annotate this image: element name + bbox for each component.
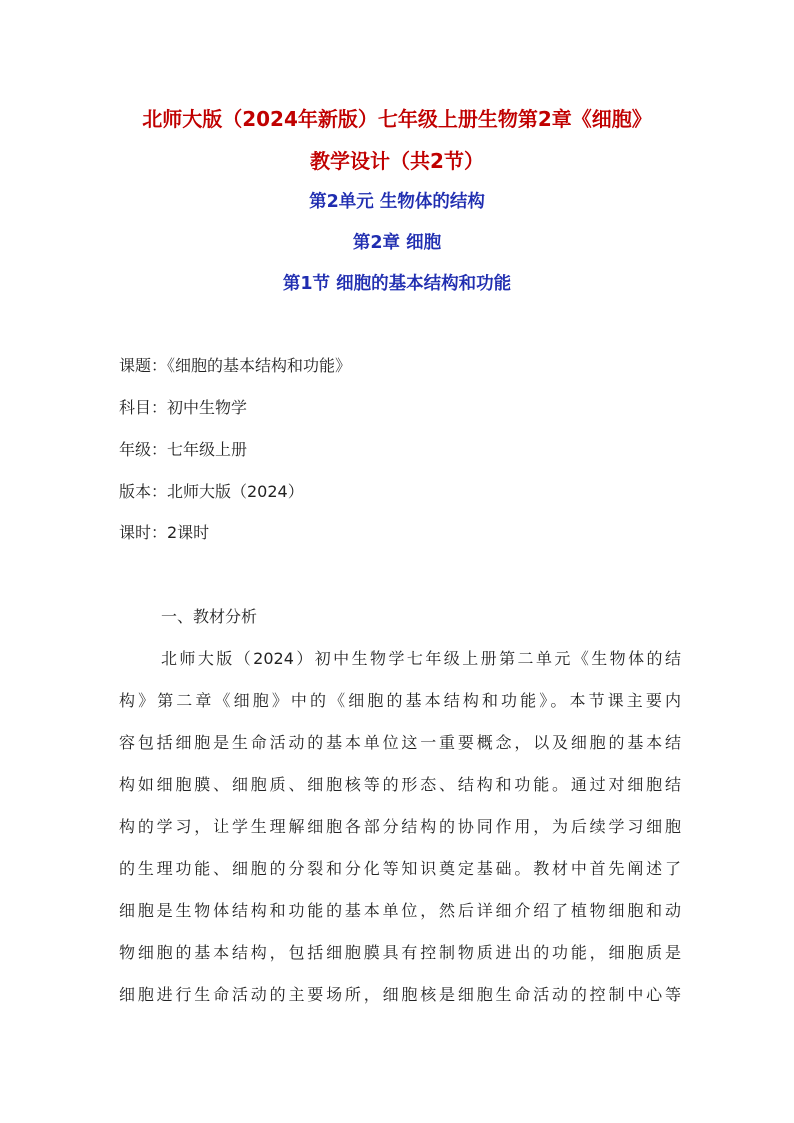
meta-edition: 版本：北师大版（2024） xyxy=(119,482,304,501)
analysis-heading: 一、教材分析 xyxy=(161,607,258,626)
meta-hours: 课时：2课时 xyxy=(119,523,210,542)
analysis-line: 构如细胞膜、细胞质、细胞核等的形态、结构和功能。通过对细胞结 xyxy=(119,775,681,794)
section-title: 第1节 细胞的基本结构和功能 xyxy=(282,274,512,294)
analysis-line: 细胞进行生命活动的主要场所，细胞核是细胞生命活动的控制中心等 xyxy=(119,985,681,1004)
meta-grade: 年级：七年级上册 xyxy=(119,440,248,459)
analysis-line: 构》第二章《细胞》中的《细胞的基本结构和功能》。本节课主要内 xyxy=(119,691,681,710)
unit-title: 第2单元 生物体的结构 xyxy=(309,192,485,212)
chapter-title: 第2章 细胞 xyxy=(352,233,442,253)
analysis-line: 北师大版（2024）初中生物学七年级上册第二单元《生物体的结 xyxy=(161,649,681,668)
analysis-line: 细胞是生物体结构和功能的基本单位，然后详细介绍了植物细胞和动 xyxy=(119,901,681,920)
meta-topic: 课题：《细胞的基本结构和功能》 xyxy=(119,356,352,375)
analysis-line: 的生理功能、细胞的分裂和分化等知识奠定基础。教材中首先阐述了 xyxy=(119,859,681,878)
meta-subject: 科目：初中生物学 xyxy=(119,398,248,417)
main-title-line2: 教学设计（共2节） xyxy=(310,149,484,173)
analysis-line: 构的学习，让学生理解细胞各部分结构的协同作用，为后续学习细胞 xyxy=(119,817,681,836)
main-title-line1: 北师大版（2024年新版）七年级上册生物第2章《细胞》 xyxy=(142,107,652,131)
analysis-line: 物细胞的基本结构，包括细胞膜具有控制物质进出的功能，细胞质是 xyxy=(119,943,681,962)
analysis-line: 容包括细胞是生命活动的基本单位这一重要概念，以及细胞的基本结 xyxy=(119,733,681,752)
